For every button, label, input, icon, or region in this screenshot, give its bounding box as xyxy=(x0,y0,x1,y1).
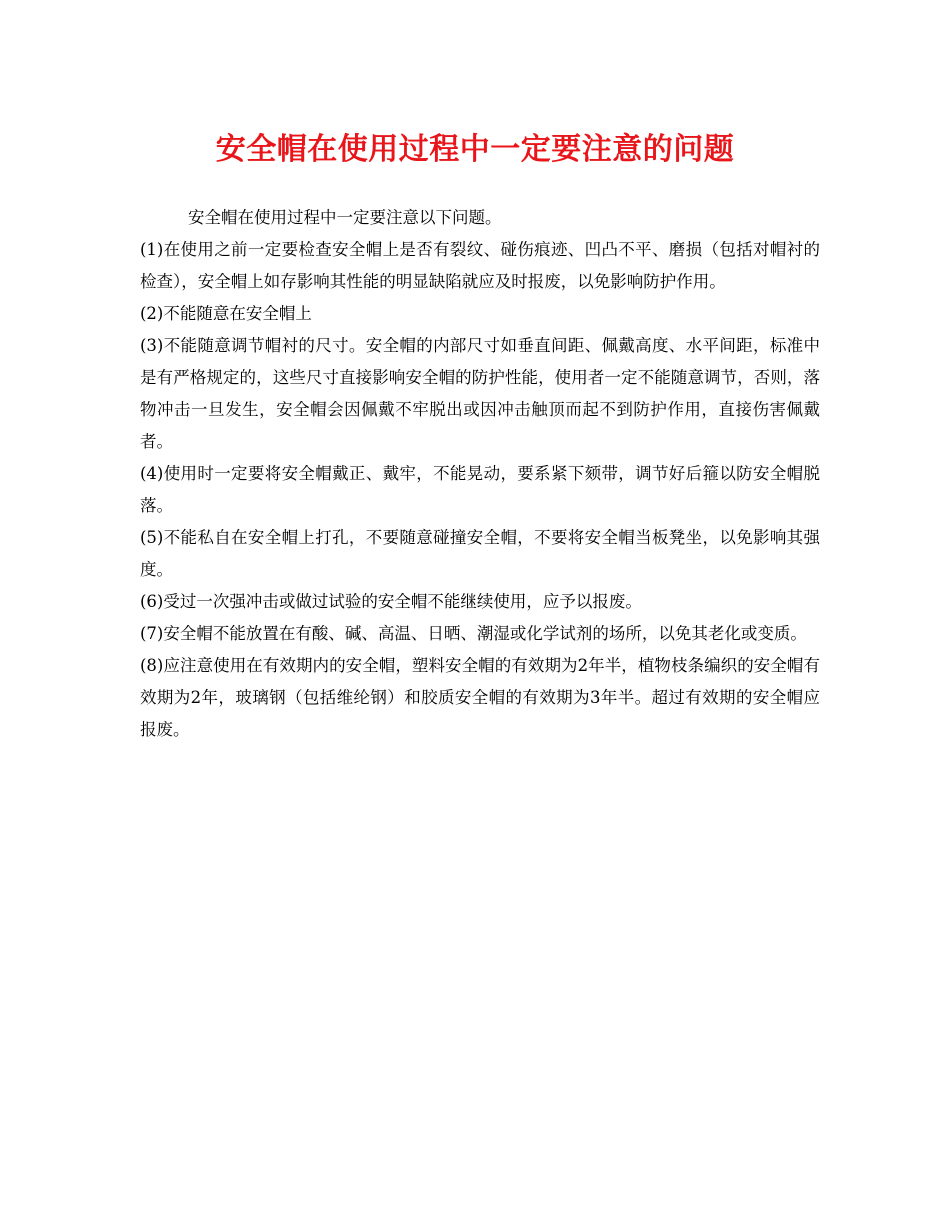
intro-paragraph: 安全帽在使用过程中一定要注意以下问题。 xyxy=(188,208,502,227)
document-body xyxy=(140,202,820,746)
item-paragraph-7: (7)安全帽不能放置在有酸、碱、高温、日晒、潮湿或化学试剂的场所，以免其老化或变质。 xyxy=(140,624,807,643)
item-paragraph-8: (8)应注意使用在有效期内的安全帽，塑料安全帽的有效期为2年半，植物枝条编织的安全帽有效期为2年，玻璃钢（包括维纶钢）和胶质安全帽的有效期为3年半。超过有效期的安全帽应报废。 xyxy=(140,656,820,739)
item-paragraph-6: (6)受过一次强冲击或做过试验的安全帽不能继续使用，应予以报废。 xyxy=(140,592,642,611)
item-paragraph-5: (5)不能私自在安全帽上打孔，不要随意碰撞安全帽，不要将安全帽当板凳坐，以免影响其强度。 xyxy=(140,528,820,579)
item-paragraph-1: (1)在使用之前一定要检查安全帽上是否有裂纹、碰伤痕迹、凹凸不平、磨损（包括对帽衬的检查），安全帽上如存影响其性能的明显缺陷就应及时报废，以免影响防护作用。 xyxy=(140,240,820,291)
document-title: 安全帽在使用过程中一定要注意的问题 xyxy=(215,132,735,167)
item-paragraph-2: (2)不能随意在安全帽上 xyxy=(140,304,312,323)
item-paragraph-3: (3)不能随意调节帽衬的尺寸。安全帽的内部尺寸如垂直间距、佩戴高度、水平间距，标准中是有严格规定的，这些尺寸直接影响安全帽的防护性能，使用者一定不能随意调节，否则，落物冲击一旦发生，安全帽会因佩戴不牢脱出或因冲击触顶而起不到防护作用，直接伤害佩戴者。 xyxy=(140,336,820,451)
item-paragraph-4: (4)使用时一定要将安全帽戴正、戴牢，不能晃动，要系紧下颏带，调节好后箍以防安全帽脱落。 xyxy=(140,464,820,515)
